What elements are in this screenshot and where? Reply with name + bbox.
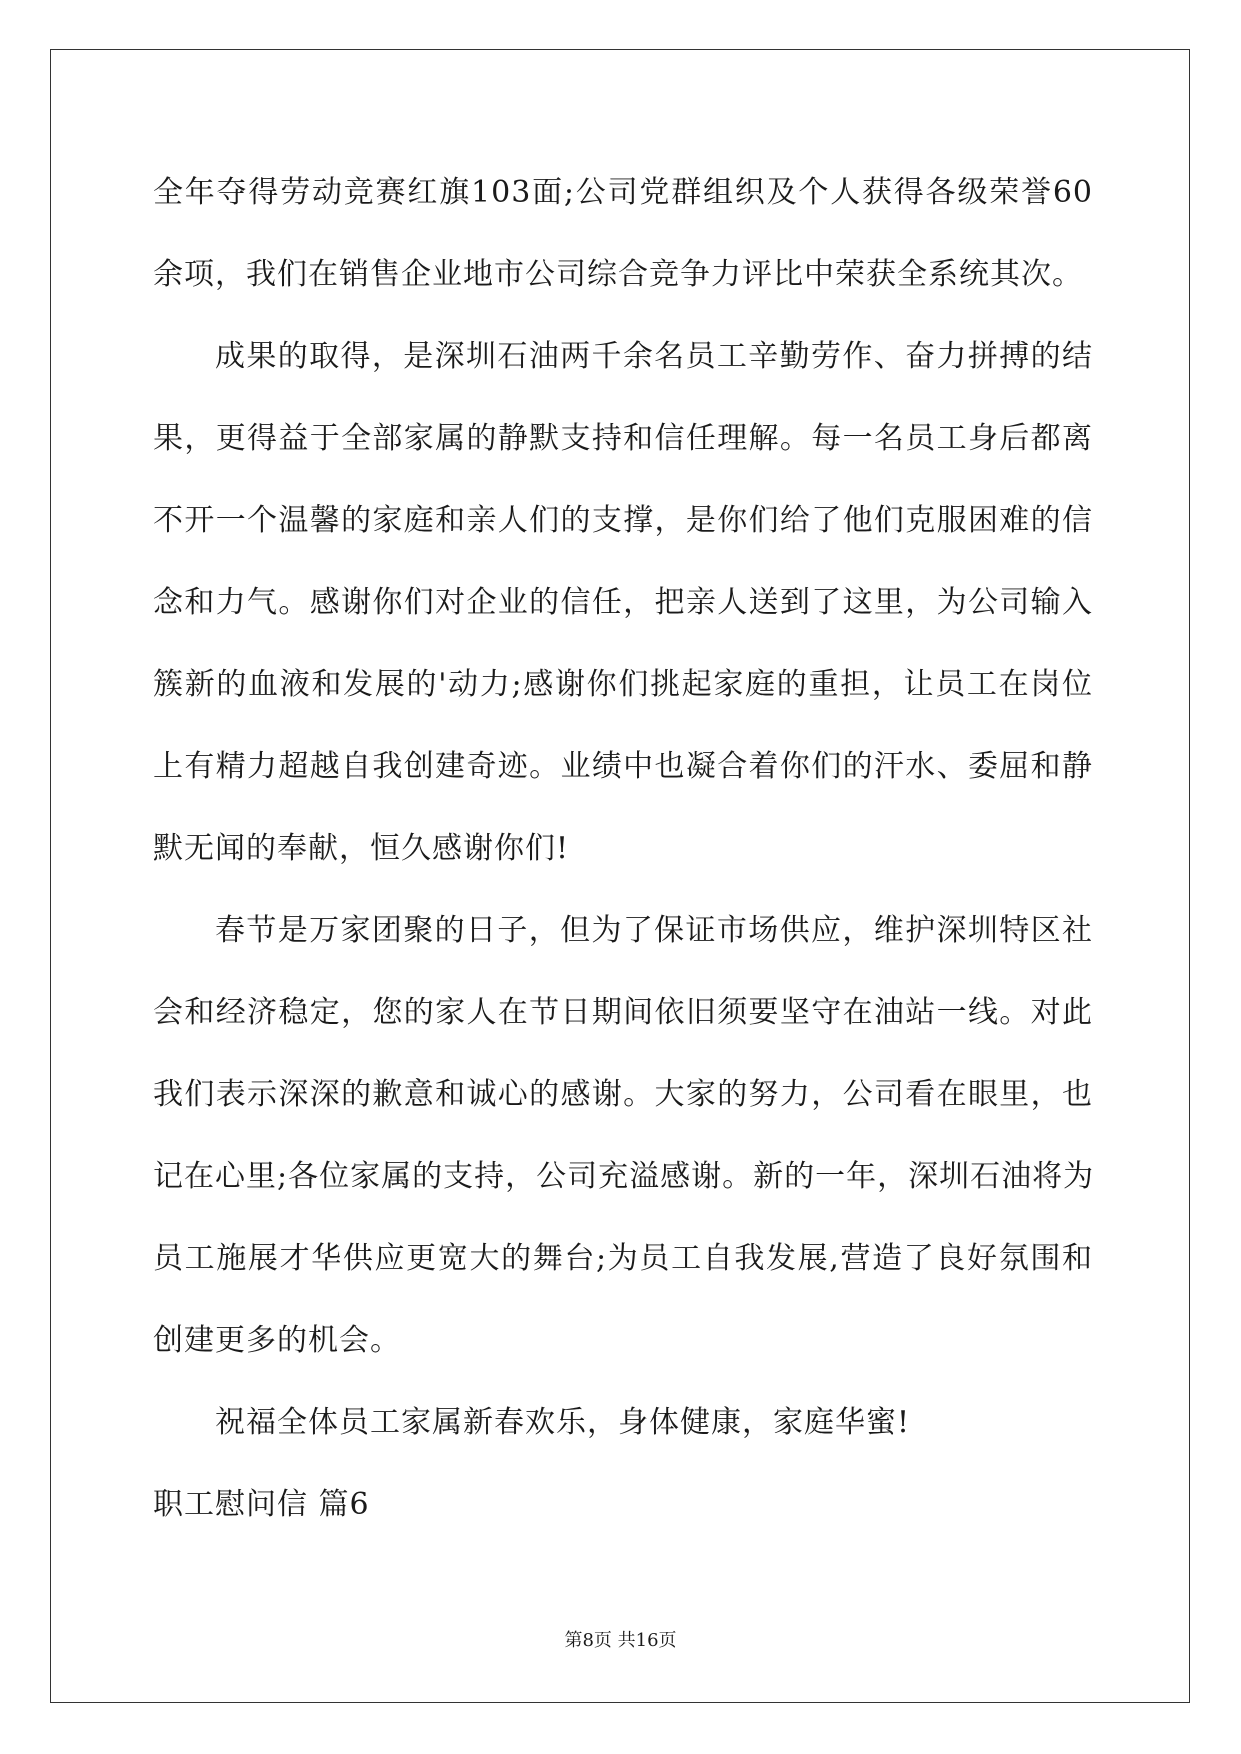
document-body <box>153 152 1093 1546</box>
section-heading: 职工慰问信 篇6 <box>153 1487 370 1522</box>
paragraph-line: 春节是万家团聚的日子，但为了保证市场供应，维护深圳特区社 <box>215 913 1093 948</box>
paragraph-line: 不开一个温馨的家庭和亲人们的支撑，是你们给了他们克服困难的信 <box>153 503 1093 538</box>
paragraph-line: 全年夺得劳动竞赛红旗103面;公司党群组织及个人获得各级荣誉60 <box>153 175 1093 210</box>
paragraph-line: 簇新的血液和发展的'动力;感谢你们挑起家庭的重担，让员工在岗位 <box>153 667 1093 702</box>
paragraph-line: 会和经济稳定，您的家人在节日期间依旧须要坚守在油站一线。对此 <box>153 995 1093 1030</box>
paragraph-line: 成果的取得，是深圳石油两千余名员工辛勤劳作、奋力拼搏的结 <box>215 339 1093 374</box>
paragraph-line: 我们表示深深的歉意和诚心的感谢。大家的努力，公司看在眼里，也 <box>153 1077 1093 1112</box>
paragraph-line: 余项，我们在销售企业地市公司综合竞争力评比中荣获全系统其次。 <box>153 257 1083 292</box>
paragraph-line: 记在心里;各位家属的支持，公司充溢感谢。新的一年，深圳石油将为 <box>153 1159 1095 1194</box>
paragraph-line: 念和力气。感谢你们对企业的信任，把亲人送到了这里，为公司输入 <box>153 585 1093 620</box>
paragraph-line: 创建更多的机会。 <box>153 1323 401 1358</box>
paragraph-line: 员工施展才华供应更宽大的舞台;为员工自我发展,营造了良好氛围和 <box>153 1241 1093 1276</box>
paragraph-line: 祝福全体员工家属新春欢乐，身体健康，家庭华蜜! <box>215 1405 911 1440</box>
paragraph-line: 上有精力超越自我创建奇迹。业绩中也凝合着你们的汗水、委屈和静 <box>153 749 1093 784</box>
page-number: 第8页 共16页 <box>564 1630 677 1651</box>
paragraph-line: 默无闻的奉献，恒久感谢你们! <box>153 831 570 866</box>
paragraph-line: 果，更得益于全部家属的静默支持和信任理解。每一名员工身后都离 <box>153 421 1093 456</box>
